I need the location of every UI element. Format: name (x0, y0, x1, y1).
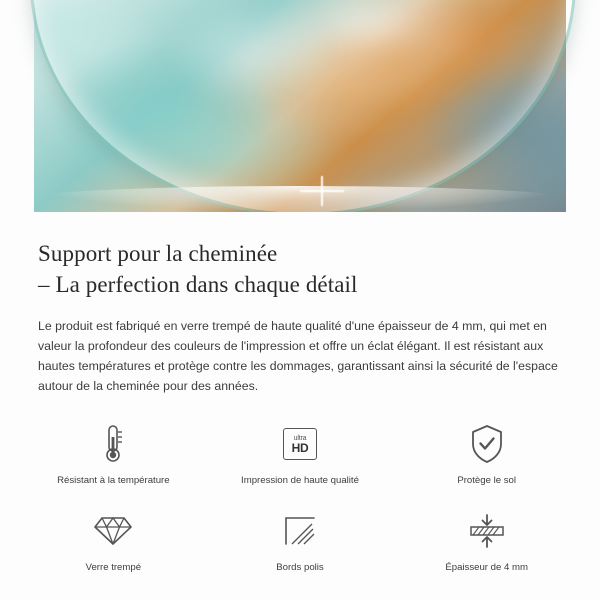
image-mask-left (0, 0, 34, 212)
feature-item-floor-protection (393, 418, 580, 495)
marble-vein (80, 90, 340, 210)
feature-item-thickness (393, 505, 580, 582)
feature-label: Bords polis (276, 562, 324, 573)
page-title-line-2: – La perfection dans chaque détail (38, 272, 358, 297)
ultra-hd-badge-bottom: HD (291, 440, 309, 455)
feature-item-polished-edges (207, 505, 394, 582)
diamond-icon (93, 509, 133, 553)
feature-item-temperature-resistant (20, 418, 207, 495)
feature-item-print-quality (207, 418, 394, 495)
page-title (38, 238, 562, 300)
thermometer-icon (100, 422, 126, 466)
feature-label: Épaisseur de 4 mm (445, 562, 528, 573)
feature-label: Impression de haute qualité (241, 475, 359, 486)
ultra-hd-icon (283, 422, 317, 466)
feature-label: Protège le sol (457, 475, 516, 486)
thickness-arrows-icon (467, 509, 507, 553)
feature-label: Verre trempé (85, 562, 142, 573)
feature-item-tempered-glass (20, 505, 207, 582)
hero-product-image (0, 0, 600, 212)
page-title-line-1: Support pour la cheminée (38, 241, 278, 266)
feature-grid (0, 396, 600, 582)
product-description-text: Le produit est fabriqué en verre trempé de haute qualité d'une épaisseur de 4 mm, qui met en valeur la profondeur des couleurs de l'impression et offre un éclat élégant. Il est résistant aux hautes températures et protège contre les dommages, garantissant ainsi la sécurité de l'espace autour de la cheminée pour des années. (38, 319, 558, 393)
image-mask-right (566, 0, 600, 212)
feature-label: Résistant à la température (57, 475, 170, 486)
polished-edges-icon (283, 509, 317, 553)
text-content (0, 212, 600, 396)
shield-check-icon (470, 422, 504, 466)
ultra-hd-badge-top: ultra (293, 434, 307, 442)
